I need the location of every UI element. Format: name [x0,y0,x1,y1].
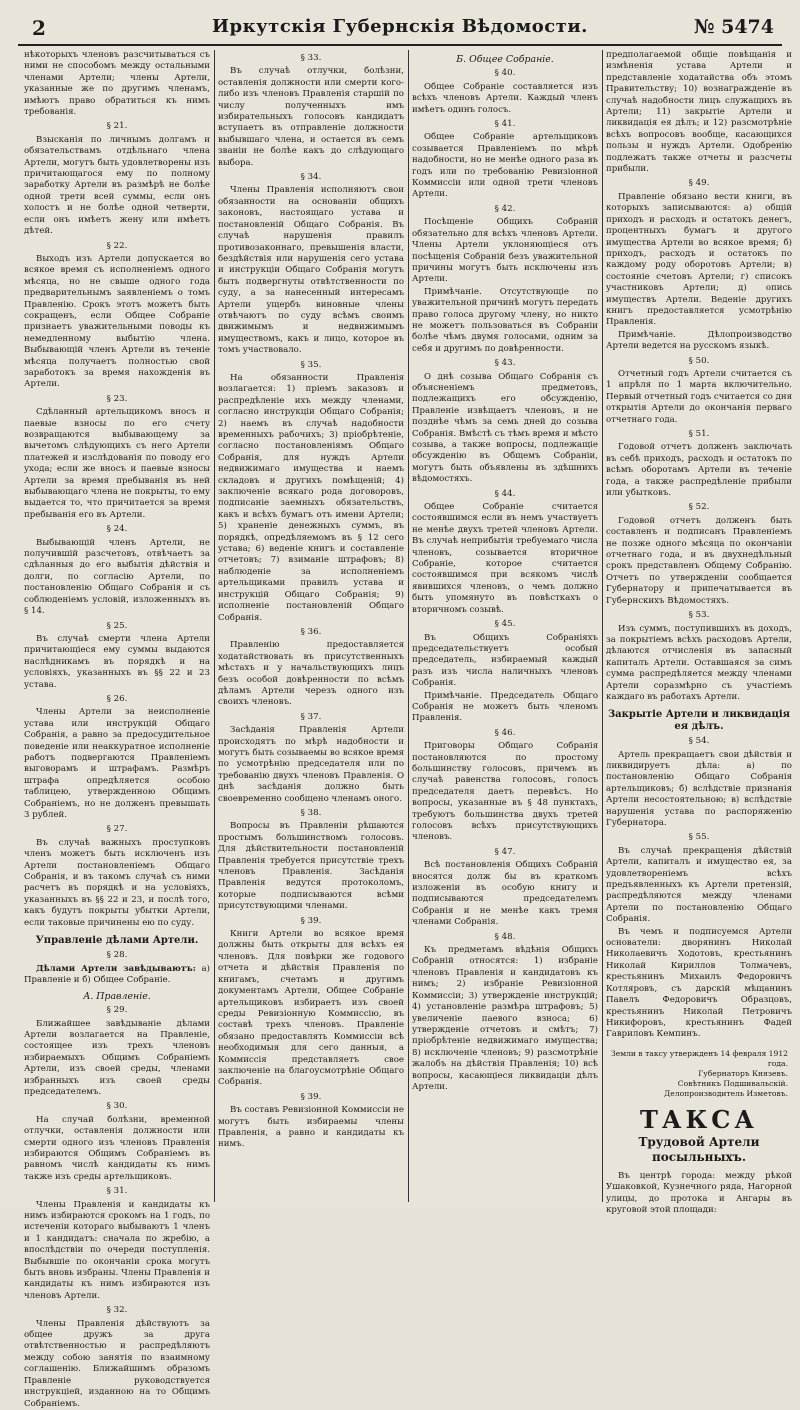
paragraph: Члены Правленія дѣйствуютъ за общее дружъ за друга отвѣтственностью и распредѣляютъ между собою занятія по взаимному соглашенію. Ближайшимъ образомъ Правленіе руководствуется инструкціей, изданною на то Общимъ Собраніемъ. [24,1318,210,1409]
section-number: § 21. [106,121,128,132]
note: Примѣчаніе. Председатель Общаго Собранія не можетъ быть членомъ Правленія. [412,690,598,724]
section-number: § 33. [300,53,322,63]
section-number: § 48. [494,931,516,942]
section-number: § 26. [106,693,128,704]
column-divider [602,50,603,1202]
section-number: § 35. [300,359,322,370]
paragraph: На случай болѣзни, временной отлучки, оставленія должности или смерти одного изъ членовъ Правленія избираются Общимъ Собраніемъ въ равномъ числѣ кандидаты къ нимъ также изъ среды артельщиковъ. [24,1114,210,1182]
column-divider [408,50,409,1202]
paragraph: предполагаемой общіе повѣщанія и измѣненія устава Артели и представленіе ходатайства объ этомъ Правительству; 10) вознагражденіе въ случаѣ надобности лицъ служащихъ въ Артели; 11) закрытіе Артели и ликвидація ея дѣлъ; и 12) разсмотрѣніе всѣхъ вопросовъ вообще, касающихся пользы и нуждъ Артели. Одобренію подлежатъ также отчеты и разсчеты прибыли. [606,50,792,175]
section-number: § 52. [688,502,710,513]
section-heading: Закрытіе Артели и ликвидація ея дѣлъ. [607,709,791,732]
paragraph: Отчетный годъ Артели считается съ 1 апрѣля по 1 марта включительно. Первый отчетный годъ считается со дня открытія Артели до окончанія перваго отчетнаго года. [606,368,792,425]
note: Примѣчаніе. Дѣлопроизводство Артели ведется на русскомъ языкѣ. [606,329,792,352]
section-number: § 44. [494,488,516,499]
section-number: § 54. [688,736,710,747]
section-number: § 46. [494,727,516,738]
section-number: § 38. [300,808,322,818]
page-number: 2 [32,16,46,40]
paragraph-text: а) Правленіе и б) Общее Собраніе. [24,963,211,986]
page-header [18,10,782,46]
paragraph: Всѣ постановленія Общихъ Собраній вносятся долж бы въ краткомъ изложеніи въ особую книгу и подписываются председателемъ Собранія и не менѣе какъ тремя членами Собранія. [412,860,598,928]
section-number: § 34. [300,172,322,183]
paragraph: Члены Артели за неисполненіе устава или инструкцій Общаго Собранія, а равно за предосудительное поведеніе или неаккуратное исполненіе работъ подвергаются Правленіемъ выговорамъ и штрафамъ. Размѣръ штрафа опредѣляется особою таблицею, утвержденною Общимъ Собраніемъ, но не долженъ превышать 3 рублей. [24,707,210,820]
column-3 [412,50,598,1202]
paragraph: Изъ суммъ, поступившихъ въ доходъ, за покрытіемъ всѣхъ расходовъ Артели, дѣлаются отчисленія въ запасный капиталъ Артели. Оставшаяся за симъ сумма распредѣляется между членами Артели соразмѣрно съ участіемъ каждаго въ работахъ Артели. [606,623,792,702]
paragraph: Въ составъ Ревизіонной Коммиссіи не могутъ быть избираемы члены Правленія, а равно и кандидаты къ нимъ. [218,1105,404,1150]
column-2 [218,50,404,1202]
paragraph: Правленіе обязано вести книги, въ которыхъ записываются: а) общій приходъ и расходъ и остатокъ денегъ, процентныхъ бумагъ и другого имущества Артели во всякое время; б) приходъ, расходъ и остатокъ по каждому роду оборотовъ Артели; в) состояніе счетовъ Артели; г) списокъ участниковъ Артели; д) опись имуществъ Артели. Веденіе другихъ книгъ предоставляется усмотрѣнію Правленія. [606,191,792,328]
paragraph: О днѣ созыва Общаго Собранія съ объясненіемъ предметовъ, подлежащихъ его обсужденію, Правленіе извѣщаетъ членовъ, и не позднѣе чѣмъ за семь дней до созыва Собранія. Вмѣстѣ съ тѣмъ время и мѣсто созыва, а также вопросы, подлежащіе обсужденію въ Общемъ Собраніи, могутъ быть объявлены въ здѣшнихъ вѣдомостяхъ. [412,371,598,485]
section-number: § 39. [300,1091,322,1102]
section-number: § 39. [300,915,322,926]
signature-line: Совѣтникъ Подшивальскій. [677,1078,788,1088]
column-1 [24,50,211,1409]
paragraph: Въ случаѣ смерти члена Артели причитающіеся ему суммы выдаются наслѣдникамъ въ порядкѣ и на условіяхъ, указанныхъ въ §§ 22 и 23 устава. [24,633,210,690]
paragraph: Къ предметамъ вѣдѣнія Общихъ Собраній относятся: 1) избраніе членовъ Правленія и кандидатовъ къ нимъ; 2) избраніе Ревизіонной Коммиссіи; 3) утвержденіе инструкцій; 4) установленіе размѣра штрафовъ; 5) увеличеніе паевого взноса; 6) утвержденіе отчетовъ и смѣтъ; 7) пріобрѣтеніе недвижимаго имущества; 8) исключеніе членовъ; 9) разсмотрѣніе жалобъ на дѣйствія Правленія; 10) всѣ вопросы, касающіеся ликвидаціи дѣлъ Артели. [412,945,598,1092]
paragraph: На обязанности Правленія возлагается: 1) пріемъ заказовъ и распредѣленіе ихъ между членами, согласно инструкціи Общаго Собранія; 2) наемъ въ случаѣ надобности временныхъ рабочихъ; 3) пріобрѣтеніе, согласно постановленіямъ Общаго Собранія, для нуждъ Артели недвижимаго имущества и наемъ складовъ и другихъ помѣщеній; 4) заключеніе всякаго рода договоровъ, подписаніе заемныхъ обязательствъ, какъ и всѣхъ бумагъ отъ имени Артели; 5) храненіе денежныхъ суммъ, въ порядкѣ, опредѣляемомъ въ § 12 сего устава; 6) веденіе книгъ и составленіе отчетовъ; 7) взиманіе штрафовъ; 8) наблюденіе за исполненіемъ артельщиками правилъ устава и инструкцій Общаго Собранія; 9) исполненіе постановленій Общаго Собранія. [218,372,404,623]
section-number: § 24. [106,524,128,535]
paragraph: Члены Правленія исполняютъ свои обязанности на основаніи общихъ законовъ, настоящаго устава и постановленій Общаго Собранія. Въ случаѣ нарушенія правилъ противозаконнаго, превышенія власти, бездѣйствія или нарушенія сего устава и инструкціи Общаго Собранія могутъ быть подвергнуты отвѣтственности по суду, а за нанесенный интересамъ Артели ущербъ виновные члены отвѣчаютъ по суду всѣмъ своимъ движимымъ и недвижимымъ имуществомъ, какъ и лицо, которое въ томъ участвовало. [218,185,404,356]
section-number: § 40. [494,68,516,79]
paragraph: Въ чемъ и подписуемся Артели основатели: дворянинъ Николай Николаевичъ Ходотовъ, крестьянинъ Николай Кириллов Толмачевъ, крестьянинъ Михаилъ Федоровичъ Котляровъ, съ дарскій мѣщанинъ Павелъ Федоровичъ Образцовъ, крестьянинъ Николай Петровичъ Никифоровъ, крестьянинъ Фадей Гавриловъ Кемпинъ. [606,926,792,1040]
paragraph: Сдѣланный артельщикомъ вносъ и паевые взносы по его счету возвращаются выбывающему за вычетомъ слѣдующихъ съ него Артели платежей и изслѣдованія по поводу его ухода; если же вносъ и паевые взносы Артели за время пребыванія въ ней выбывающаго члена не покрыты, то ему выдается то, что причитается за время пребыванія его въ Артели. [24,407,210,520]
paragraph: Общее Собраніе считается состоявшимся если въ немъ участвуетъ не менѣе двухъ третей членовъ Артели. Въ случаѣ неприбытія требуемаго числа членовъ, созывается вторичное Собраніе, которое считается состоявшимся при всякомъ числѣ явившихся членовъ, о чемъ должно быть упомянуто въ повѣсткахъ о вторичномъ созывѣ. [412,502,598,615]
section-number: § 51. [688,429,710,439]
paragraph: Взысканія по личнымъ долгамъ и обязательствамъ отдѣльнаго члена Артели, могутъ быть удовлетворены изъ причитающагося ему по полному заработку Артели въ размѣрѣ не болѣе одной трети всей суммы, если онъ холостъ и не болѣе одной четверти, если онъ имѣетъ жену или имѣетъ дѣтей. [24,134,210,237]
section-number: § 42. [494,203,516,214]
section-number: § 23. [106,393,128,404]
paragraph: Годовой отчетъ долженъ быть составленъ и подписанъ Правленіемъ не позже одного мѣсяца по окончаніи отчетнаго года, и въ двухнедѣльный срокъ представленъ Общему Собранію. Отчетъ по утвержденіи сообщается Губернатору и припечатывается въ Губернскихъ Вѣдомостяхъ. [606,515,792,606]
paragraph: Въ центрѣ города: между рѣкой Ушаковкой, Кузнечного ряда, Нагорной улицы, до протока и Ангары въ круговой этой площади: [606,1170,792,1215]
bold-lead: Дѣлами Артели завѣдываютъ: [36,963,196,974]
section-number: § 37. [300,711,322,722]
note: Примѣчаніе. Отсутствующіе по уважительной причинѣ могутъ передать право голоса другому члену, но никто не можетъ пользоваться въ Собраніи болѣе чѣмъ двумя голосами, одним за себя и другимъ по довѣренности. [412,286,598,354]
paragraph: Въ Общихъ Собраніяхъ председательствуетъ особый председатель, избираемый каждый разъ изъ числа наличныхъ членовъ Собранія. [412,632,598,689]
paragraph: Общее Собраніе артельщиковъ созывается Правленіемъ по мѣрѣ надобности, но не менѣе одного раза въ годъ или по требованію Ревизіонной Коммиссіи или одной трети членовъ Артели. [412,132,598,200]
issue-number: № 5474 [693,16,774,38]
subsection-heading: А. Правленіе. [83,990,151,1002]
signature-line: Губернаторъ Князевъ. [698,1068,788,1078]
section-number: § 50. [688,355,710,366]
section-number: § 43. [494,358,516,369]
taksa-title: ТАКСА [640,1104,758,1134]
section-number: § 53. [688,610,710,621]
column-divider [214,50,215,1202]
section-number: § 31. [106,1186,128,1197]
paragraph: Члены Правленія и кандидаты къ нимъ избираются срокомъ на 1 годъ, по истеченіи котораго выбываютъ 1 членъ и 1 кандидатъ: сначала по жребію, а впослѣдствіи по очереди поступленія. Выбывшіе по окончаніи срока могутъ быть вновь избраны. Члены Правленія и кандидаты къ нимъ избираются изъ членовъ Артели. [24,1199,210,1301]
section-number: § 36. [300,626,322,637]
columns [24,50,792,1409]
section-number: § 30. [106,1101,128,1112]
section-number: § 32. [106,1305,128,1316]
paragraph: Общее Собраніе составляется изъ всѣхъ членовъ Артели. Каждый членъ имѣетъ одинъ голосъ. [412,81,598,115]
paragraph: Засѣданія Правленія Артели происходятъ по мѣрѣ надобности и могутъ быть созываемы во всякое время по усмотрѣнію председателя или по требованію двухъ членовъ Правленія. О днѣ засѣданія должно быть своевременно сообщено членамъ оного. [218,725,404,804]
paragraph: Въ случаѣ важныхъ проступковъ членъ можетъ быть исключенъ изъ Артели постановленіемъ Общаго Собранія, и въ такомъ случаѣ съ ними расчетъ въ порядкѣ и на условіяхъ, указанныхъ въ §§ 22 и 23, и послѣ того, какъ будутъ покрыты убытки Артели, если таковые причинены ею по суду. [24,837,210,928]
paragraph: Выходъ изъ Артели допускается во всякое время съ исполненіемъ одного мѣсяца, но не свыше одного года предварительнымъ заявленіемъ о томъ Правленію. Срокъ этотъ можетъ быть сокращенъ, если Общее Собраніе признаетъ уважительными поводы къ немедленному выбытію члена. Выбывающій членъ Артели въ теченіе мѣсяца получаетъ полностью свой заработокъ за время нахожденія въ Артели. [24,253,210,390]
paragraph: Годовой отчетъ долженъ заключать въ себѣ приходъ, расходъ и остатокъ по всѣмъ оборотамъ Артели въ теченіе года, а также распредѣленіе прибыли или убытковъ. [606,442,792,499]
paragraph: Ближайшее завѣдываніе дѣлами Артели возлагается на Правленіе, состоящее изъ трехъ членовъ избираемыхъ Общимъ Собраніемъ Артели, изъ своей среды, членами избранныхъ изъ своей среды председателемъ. [24,1018,210,1097]
paragraph [24,964,210,987]
section-number: § 25. [106,620,128,631]
newspaper-title: Иркутскія Губернскія Вѣдомости. [212,16,588,37]
section-number: § 22. [106,240,128,251]
section-number: § 55. [688,832,710,843]
paragraph: Посѣщеніе Общихъ Собраній обязательно для всѣхъ членовъ Артели. Члены Артели уклоняющіеся отъ посѣщенія Собраній безъ уважительной причины могутъ быть исключены изъ Артели. [412,217,598,285]
section-number: § 45. [494,619,516,630]
paragraph: Приговоры Общаго Собранія постановляются по простому большинству голосовъ, причемъ въ случаѣ равенства голосовъ, голосъ председателя даетъ перевѣсъ. Но вопросы, указанные въ § 48 пунктахъ, требуютъ большинства двухъ третей голосовъ всѣхъ присутствующихъ членовъ. [412,741,598,843]
paragraph: Артель прекращаетъ свои дѣйствія и ликвидируетъ дѣла: а) по постановленію Общаго Собранія артельщиковъ; б) вслѣдствіе признанія Артели несостоятельною; в) вслѣдствіе нарушенія устава по распоряженію Губернатора. [606,749,792,828]
signature-line: Делопроизводитель Изметовъ. [664,1088,788,1098]
section-number: § 41. [494,119,516,130]
paragraph: Выбывающій членъ Артели, не получившій разсчетовъ, отвѣчаетъ за сдѣланныя до его выбытія дѣйствія и долги, по согласію Артели, по постановленію Общаго Собранія и съ соблюденіемъ условій, изложенныхъ въ § 14. [24,537,210,617]
section-number: § 29. [106,1005,128,1016]
section-number: § 28. [106,950,128,961]
paragraph: Въ случаѣ прекращенія дѣйствій Артели, капиталъ и имущество ея, за удовлетвореніемъ всѣхъ предъявленныхъ къ Артели претензій, распредѣляются между членами Артели по постановленію Общаго Собранія. [606,845,792,925]
paragraph: Въ случаѣ отлучки, болѣзни, оставленія должности или смерти кого-либо изъ членовъ Правленія старшій по числу полученныхъ имъ избирательныхъ голосовъ кандидатъ вступаетъ въ отправленіе должности выбывшаго члена, и остается въ семъ званіи не болѣе какъ до слѣдующаго выбора. [218,66,404,168]
paragraph: Вопросы въ Правленіи рѣшаются простымъ большинствомъ голосовъ. Для дѣйствительности постановленій Правленія требуется присутствіе трехъ членовъ Правленія. Засѣданія Правленія ведутся протоколомъ, которые подписываются всѣми присутствующими членами. [218,821,404,912]
signature-block [606,1049,788,1099]
section-heading: Управленіе дѣлами Артели. [35,935,199,947]
section-number: § 47. [494,846,516,857]
subsection-heading: Б. Общее Собраніе. [456,54,554,65]
signature-line: Земли в таксу утвержденъ 14 февраля 1912 года. [610,1048,788,1068]
column-4 [606,50,792,1215]
section-number: § 49. [688,178,710,189]
paragraph: Правленію предоставляется ходатайствовать въ присутственныхъ мѣстахъ и у начальствующихъ лицъ безъ особой довѣренности по всѣмъ дѣламъ Артели черезъ одного изъ своихъ членовъ. [218,640,404,708]
taksa-subtitle: Трудовой Артели посыльныхъ. [638,1134,760,1164]
section-number: § 27. [106,824,128,835]
paragraph: нѣкоторыхъ членовъ разсчитываться съ ними не способомъ между остальными членами Артели; члены Артели, указанные же по другимъ членамъ, имѣютъ право обратиться къ нимъ требованія. [24,50,210,118]
paragraph: Книги Артели во всякое время должны быть открыты для всѣхъ ея членовъ. Для повѣрки же годового отчета и дѣйствія Правленія по книгамъ, счетамъ и другимъ документамъ Артели, Общее Собраніе артельщиковъ избираетъ изъ своей среды Ревизіонную Коммиссію, въ составѣ трехъ членовъ. Правленіе обязано предоставлять Коммиссіи всѣ необходимыя для сего данныя, а Коммиссія представляетъ свое заключеніе на благоусмотрѣніе Общаго Собранія. [218,929,404,1088]
